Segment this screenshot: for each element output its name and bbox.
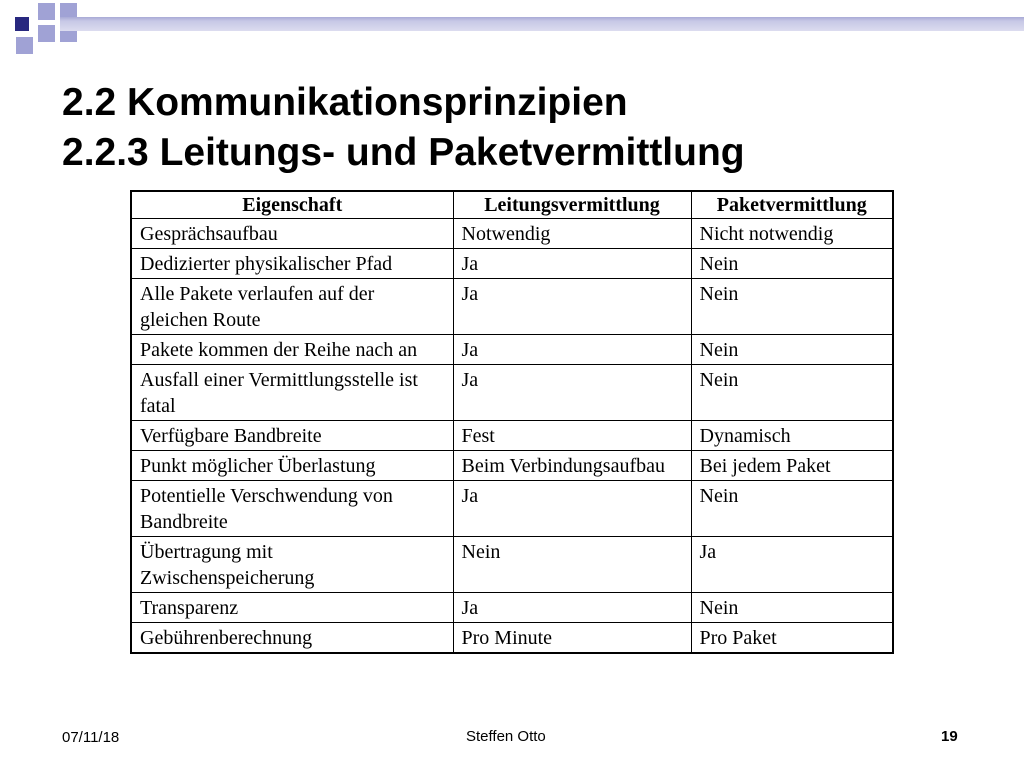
comparison-table xyxy=(130,190,894,654)
table-cell: Nein xyxy=(691,481,893,537)
table-cell: Notwendig xyxy=(453,219,691,249)
accent-square-dark xyxy=(15,17,29,31)
table-cell: Dedizierter physikalischer Pfad xyxy=(131,249,453,279)
table-cell: Ja xyxy=(691,537,893,593)
table-cell: Nein xyxy=(691,365,893,421)
table-row xyxy=(131,593,893,623)
table-row xyxy=(131,279,893,335)
table-row xyxy=(131,219,893,249)
table-row xyxy=(131,481,893,537)
table-cell: Verfügbare Bandbreite xyxy=(131,421,453,451)
table-row xyxy=(131,451,893,481)
table-cell: Gesprächsaufbau xyxy=(131,219,453,249)
table-cell: Ja xyxy=(453,365,691,421)
table-cell: Übertragung mit Zwischenspeicherung xyxy=(131,537,453,593)
table-cell: Ja xyxy=(453,593,691,623)
accent-square-light xyxy=(16,37,33,54)
table-cell: Pro Minute xyxy=(453,623,691,654)
column-header: Leitungsvermittlung xyxy=(453,191,691,219)
table-cell: Nein xyxy=(691,279,893,335)
title-line-2: 2.2.3 Leitungs- und Paketvermittlung xyxy=(62,131,745,174)
table-cell: Nein xyxy=(691,249,893,279)
table-cell: Nein xyxy=(691,593,893,623)
table-row xyxy=(131,623,893,654)
footer-author: Steffen Otto xyxy=(466,728,546,745)
table-row xyxy=(131,365,893,421)
column-header: Paketvermittlung xyxy=(691,191,893,219)
table-cell: Nein xyxy=(453,537,691,593)
table-cell: Alle Pakete verlaufen auf der gleichen Route xyxy=(131,279,453,335)
title-line-1: 2.2 Kommunikationsprinzipien xyxy=(62,81,628,124)
table-header-row xyxy=(131,191,893,219)
table-cell: Beim Verbindungsaufbau xyxy=(453,451,691,481)
table-cell: Pro Paket xyxy=(691,623,893,654)
table-row xyxy=(131,335,893,365)
header-rule xyxy=(60,17,1024,31)
table-cell: Nicht notwendig xyxy=(691,219,893,249)
table-cell: Ausfall einer Vermittlungsstelle ist fatal xyxy=(131,365,453,421)
table-cell: Bei jedem Paket xyxy=(691,451,893,481)
table-cell: Fest xyxy=(453,421,691,451)
page-number: 19 xyxy=(941,728,958,745)
footer-date: 07/11/18 xyxy=(62,729,120,746)
table-cell: Ja xyxy=(453,249,691,279)
table-cell: Pakete kommen der Reihe nach an xyxy=(131,335,453,365)
table-cell: Transparenz xyxy=(131,593,453,623)
accent-square-light xyxy=(38,25,55,42)
table-row xyxy=(131,537,893,593)
table-cell: Punkt möglicher Überlastung xyxy=(131,451,453,481)
table-cell: Ja xyxy=(453,335,691,365)
table-cell: Ja xyxy=(453,481,691,537)
table-row xyxy=(131,249,893,279)
slide-title xyxy=(62,78,745,178)
table-cell: Gebührenberechnung xyxy=(131,623,453,654)
table-cell: Ja xyxy=(453,279,691,335)
table-cell: Dynamisch xyxy=(691,421,893,451)
table-cell: Potentielle Verschwendung von Bandbreite xyxy=(131,481,453,537)
table-cell: Nein xyxy=(691,335,893,365)
table-row xyxy=(131,421,893,451)
column-header: Eigenschaft xyxy=(131,191,453,219)
accent-square-light xyxy=(38,3,55,20)
